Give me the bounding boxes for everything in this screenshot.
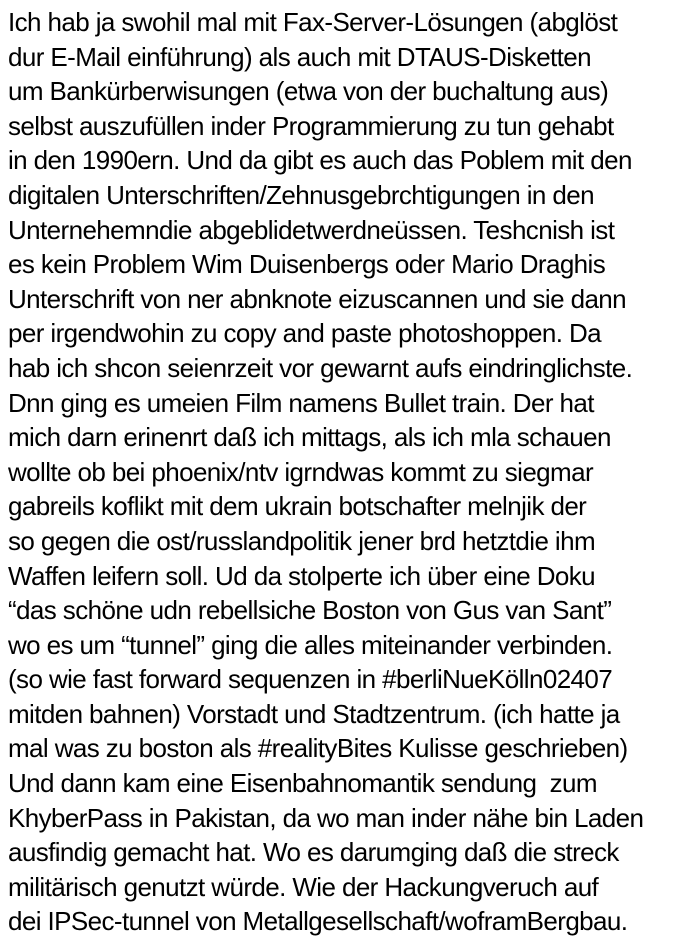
text-line: Unterschrift von ner abnknote eizuscannen und sie dann [8, 283, 627, 314]
text-line: mal was zu boston als #realityBites Kulisse geschrieben) [8, 733, 628, 764]
text-line: es kein Problem Wim Duisenbergs oder Mario Draghis [8, 249, 606, 280]
text-line: dur E-Mail einführung) als auch mit DTAUS-Disketten [8, 41, 592, 72]
text-line: selbst auszufüllen inder Programmierung zu tun gehabt [8, 110, 614, 141]
text-body [8, 5, 680, 939]
text-line: in den 1990ern. Und da gibt es auch das Poblem mit den [8, 145, 632, 176]
text-line: (so wie fast forward sequenzen in #berliNueKölln02407 [8, 664, 613, 695]
text-line: so gegen die ost/russlandpolitik jener brd hetztdie ihm [8, 525, 596, 556]
text-line: Unternehemndie abgeblidetwerdneüssen. Teshcnish ist [8, 214, 615, 245]
text-line: dei IPSec-tunnel von Metallgesellschaft/woframBergbau. [8, 906, 628, 937]
text-line: KhyberPass in Pakistan, da wo man inder nähe bin Laden [8, 802, 644, 833]
text-line: Ich hab ja swohil mal mit Fax-Server-Lösungen (abglöst [8, 7, 618, 37]
text-line: militärisch genutzt würde. Wie der Hackungveruch auf [8, 871, 599, 902]
text-line: wo es um “tunnel” ging die alles miteinander verbinden. [8, 629, 613, 660]
text-line: Waffen leifern soll. Ud da stolperte ich über eine Doku [8, 560, 596, 591]
text-line: mich darn erinenrt daß ich mittags, als ich mla schauen [8, 422, 611, 453]
text-line: ausfindig gemacht hat. Wo es darumging daß die streck [8, 837, 619, 868]
text-line: mitden bahnen) Vorstadt und Stadtzentrum. (ich hatte ja [8, 698, 620, 729]
text-line: Und dann kam eine Eisenbahnomantik sendung zum [8, 768, 597, 799]
text-line: um Bankürberwisungen (etwa von der buchaltung aus) [8, 76, 609, 107]
text-line: “das schöne udn rebellsiche Boston von Gus van Sant” [8, 595, 612, 626]
text-line: Dnn ging es umeien Film namens Bullet train. Der hat [8, 387, 594, 418]
text-line: wollte ob bei phoenix/ntv igrndwas kommt zu siegmar [8, 456, 594, 487]
text-line: hab ich shcon seienrzeit vor gewarnt aufs eindringlichste. [8, 352, 633, 383]
text-line: digitalen Unterschriften/Zehnusgebrchtigungen in den [8, 179, 594, 210]
text-line: per irgendwohin zu copy and paste photoshoppen. Da [8, 318, 601, 349]
text-line: gabreils koflikt mit dem ukrain botschafter melnjik der [8, 491, 587, 522]
